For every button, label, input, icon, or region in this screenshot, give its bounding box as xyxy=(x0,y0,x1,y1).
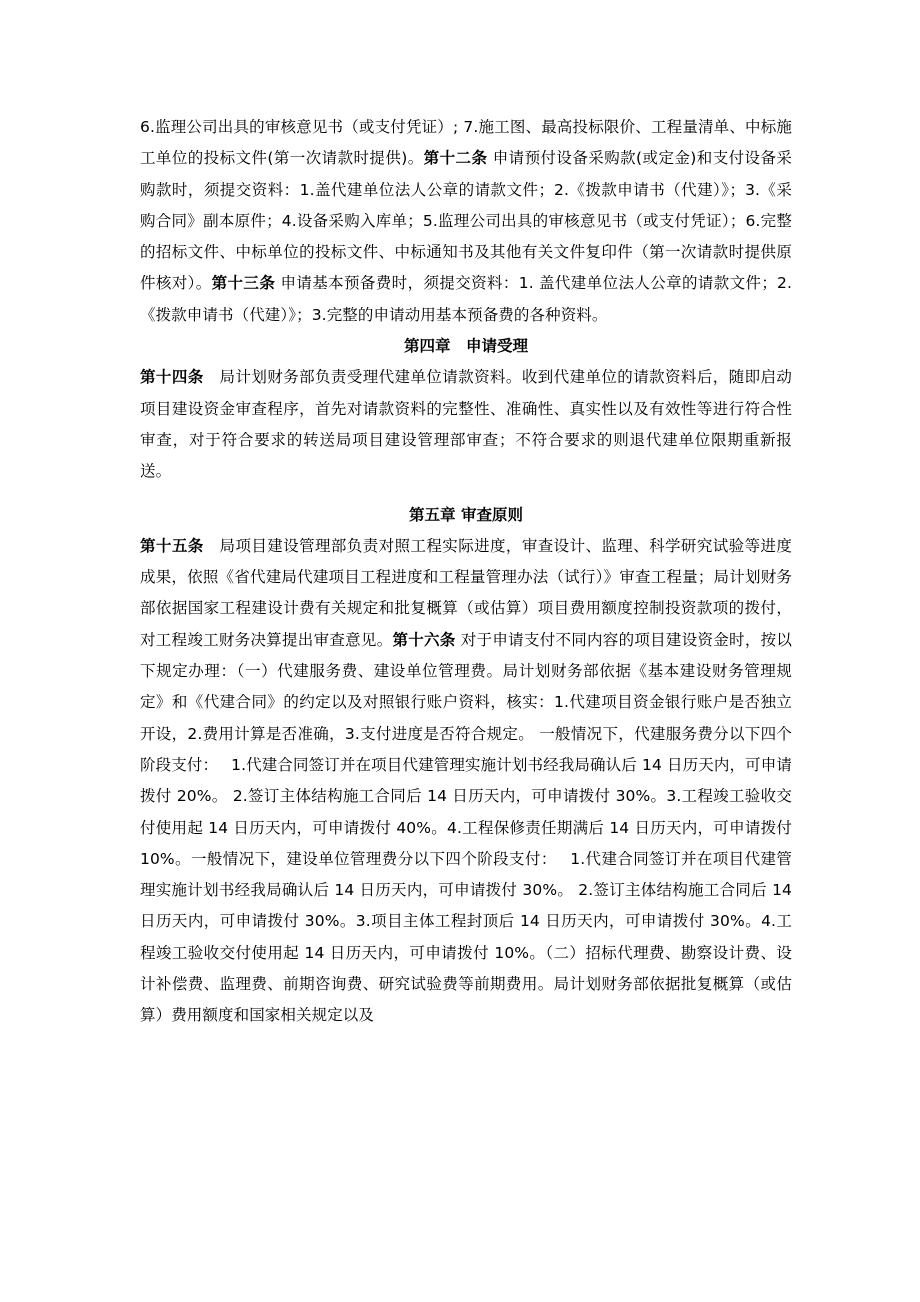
paragraph-articles-11-13 xyxy=(140,112,792,331)
article-14-label: 第十四条 xyxy=(140,368,204,387)
paragraph-text: 申请基本预备费时，须提交资料：1. 盖代建单位法人公章的请款文件；2.《拨款申请书（代建）》；3.完整的申请动用基本预备费的各种资料。 xyxy=(140,274,792,324)
paragraph-articles-15-16 xyxy=(140,531,792,1032)
article-16-label: 第十六条 xyxy=(392,630,456,649)
document-page xyxy=(140,112,792,1032)
article-12-label: 第十二条 xyxy=(423,149,488,168)
chapter-5-heading: 第五章 审查原则 xyxy=(409,505,523,524)
article-15-label: 第十五条 xyxy=(140,536,204,555)
chapter-4-heading: 第四章 申请受理 xyxy=(403,337,528,356)
paragraph-article-14 xyxy=(140,362,792,487)
paragraph-text: 6.监理公司出具的审核意见书（或支付凭证）; 7.施工图、最高投标限价、工程量清单、中标施工单位的投标文件(第一次请款时提供)。 xyxy=(140,118,792,168)
article-13-label: 第十三条 xyxy=(211,274,276,293)
paragraph-text: 申请预付设备采购款(或定金)和支付设备采购款时，须提交资料：1.盖代建单位法人公章的请款文件；2.《拨款申请书（代建）》；3.《采购合同》副本原件；4.设备采购入库单；5.监理公司出具的审核意见书（或支付凭证）；6.完整的招标文件、中标单位的投标文件、中标通知书及其他有关文件复印件（第一次请款时提供原件核对）。 xyxy=(140,149,792,293)
paragraph-text: 局计划财务部负责受理代建单位请款资料。收到代建单位的请款资料后，随即启动项目建设资金审查程序，首先对请款资料的完整性、准确性、真实性以及有效性等进行符合性审查，对于符合要求的转送局项目建设管理部审查；不符合要求的则退代建单位限期重新报送。 xyxy=(140,368,792,481)
paragraph-text: 局项目建设管理部负责对照工程实际进度，审查设计、监理、科学研究试验等进度成果，依照《省代建局代建项目工程进度和工程量管理办法（试行）》审查工程量；局计划财务部依据国家工程建设计费有关规定和批复概算（或估算）项目费用额度控制投资款项的拨付，对工程竣工财务决算提出审查意见。 xyxy=(140,536,792,649)
paragraph-text: 对于申请支付不同内容的项目建设资金时，按以下规定办理：（一）代建服务费、建设单位管理费。局计划财务部依据《基本建设财务管理规定》和《代建合同》的约定以及对照银行账户资料，核实：1.代建项目资金银行账户是否独立开设，2.费用计算是否准确，3.支付进度是否符合规定。 一般情况下，代建服务费分以下四个阶段支付： 1.代建合同签订并在项目代建管理实施计划书经我局确认后 14 日历天内，可申请拨付 20%。 2.签订主体结构施工合同后 14 日历天内，可申请拨付 30%。3.工程竣工验收交付使用起 14 日历天内，可申请拨付 40%。4.工程保修责任期满后 14 日历天内，可申请拨付 10%。一般情况下，建设单位管理费分以下四个阶段支付： 1.代建合同签订并在项目代建管理实施计划书经我局确认后 14 日历天内，可申请拨付 30%。 2.签订主体结构施工合同后 14 日历天内，可申请拨付 30%。3.项目主体工程封顶后 14 日历天内，可申请拨付 30%。4.工程竣工验收交付使用起 14 日历天内，可申请拨付 10%。（二）招标代理费、勘察设计费、设计补偿费、监理费、前期咨询费、研究试验费等前期费用。局计划财务部依据批复概算（或估算）费用额度和国家相关规定以及 xyxy=(140,630,792,1025)
